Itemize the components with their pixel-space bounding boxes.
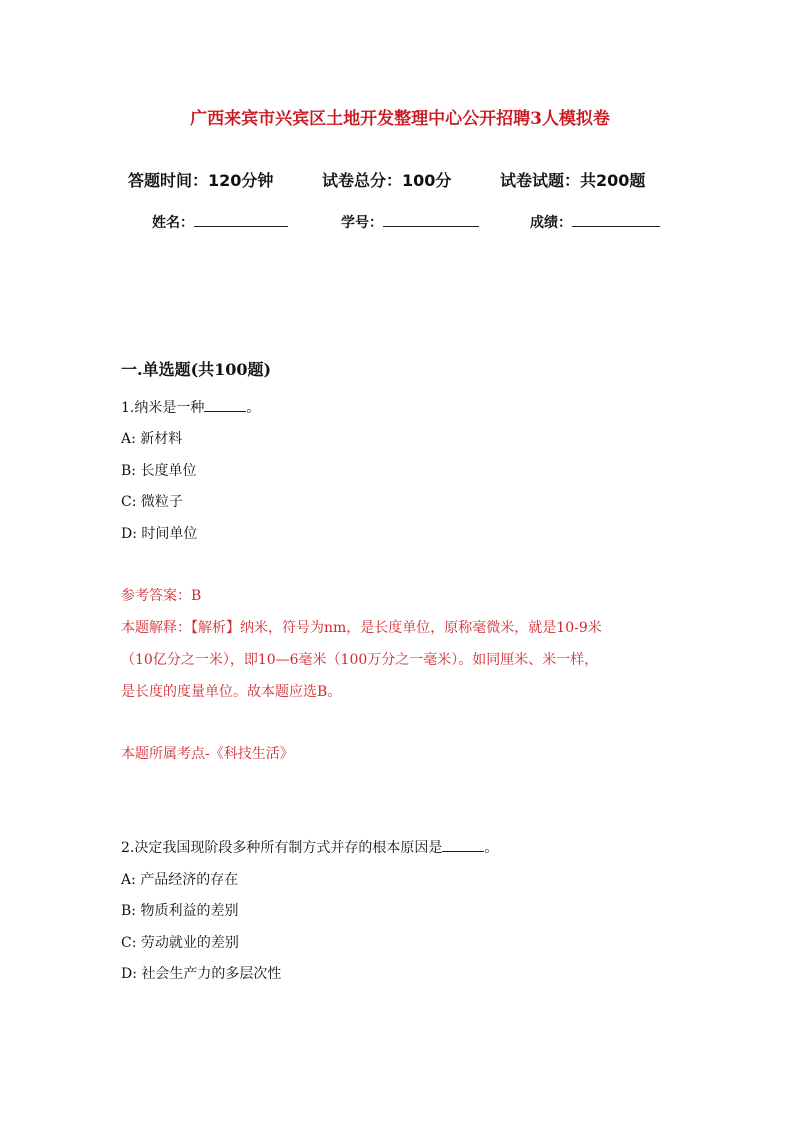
question-2-stem (121, 837, 498, 857)
question-2-option-c: C: 劳动就业的差别 (121, 935, 239, 951)
name-label: 姓名： (152, 215, 194, 231)
student-id-label: 学号： (341, 215, 383, 231)
grade-label: 成绩： (530, 215, 572, 231)
question-2-option-b: B: 物质利益的差别 (121, 903, 239, 919)
question-1-topic: 本题所属考点-《科技生活》 (121, 746, 294, 762)
question-1-analysis-line-3: 是长度的度量单位。故本题应选B。 (121, 684, 342, 700)
question-1-end: 。 (246, 400, 261, 416)
question-1-answer: 参考答案：B (121, 588, 202, 604)
name-field (152, 212, 288, 232)
student-id-field (341, 212, 479, 232)
exam-title: 广西来宾市兴宾区土地开发整理中心公开招聘3人模拟卷 (190, 109, 610, 129)
question-2-text: 2.决定我国现阶段多种所有制方式并存的根本原因是 (121, 840, 443, 856)
name-blank (194, 212, 288, 227)
grade-field (530, 212, 660, 232)
question-1-option-c: C: 微粒子 (121, 494, 183, 510)
question-1-option-b: B: 长度单位 (121, 463, 197, 479)
question-1-analysis-line-2: （10亿分之一米），即10—6毫米（100万分之一毫米）。如同厘米、米一样， (121, 652, 599, 668)
section-title: 一.单选题(共100题) (121, 360, 272, 379)
exam-time: 答题时间：120分钟 (128, 171, 274, 190)
answer-blank (442, 838, 484, 852)
question-1-analysis-line-1: 本题解释：【解析】纳米，符号为nm，是长度单位，原称毫微米，就是10-9米 (121, 620, 602, 636)
grade-blank (572, 212, 660, 227)
question-1-text: 1.纳米是一种 (121, 400, 205, 416)
question-2-option-d: D: 社会生产力的多层次性 (121, 966, 282, 982)
question-1-option-a: A: 新材料 (121, 431, 183, 447)
question-2-end: 。 (484, 840, 499, 856)
student-id-blank (383, 212, 479, 227)
question-2-option-a: A: 产品经济的存在 (121, 872, 239, 888)
question-1-stem (121, 397, 260, 417)
exam-total-score: 试卷总分：100分 (322, 171, 452, 190)
answer-blank (204, 398, 246, 412)
exam-question-count: 试卷试题：共200题 (500, 171, 646, 190)
question-1-option-d: D: 时间单位 (121, 526, 198, 542)
